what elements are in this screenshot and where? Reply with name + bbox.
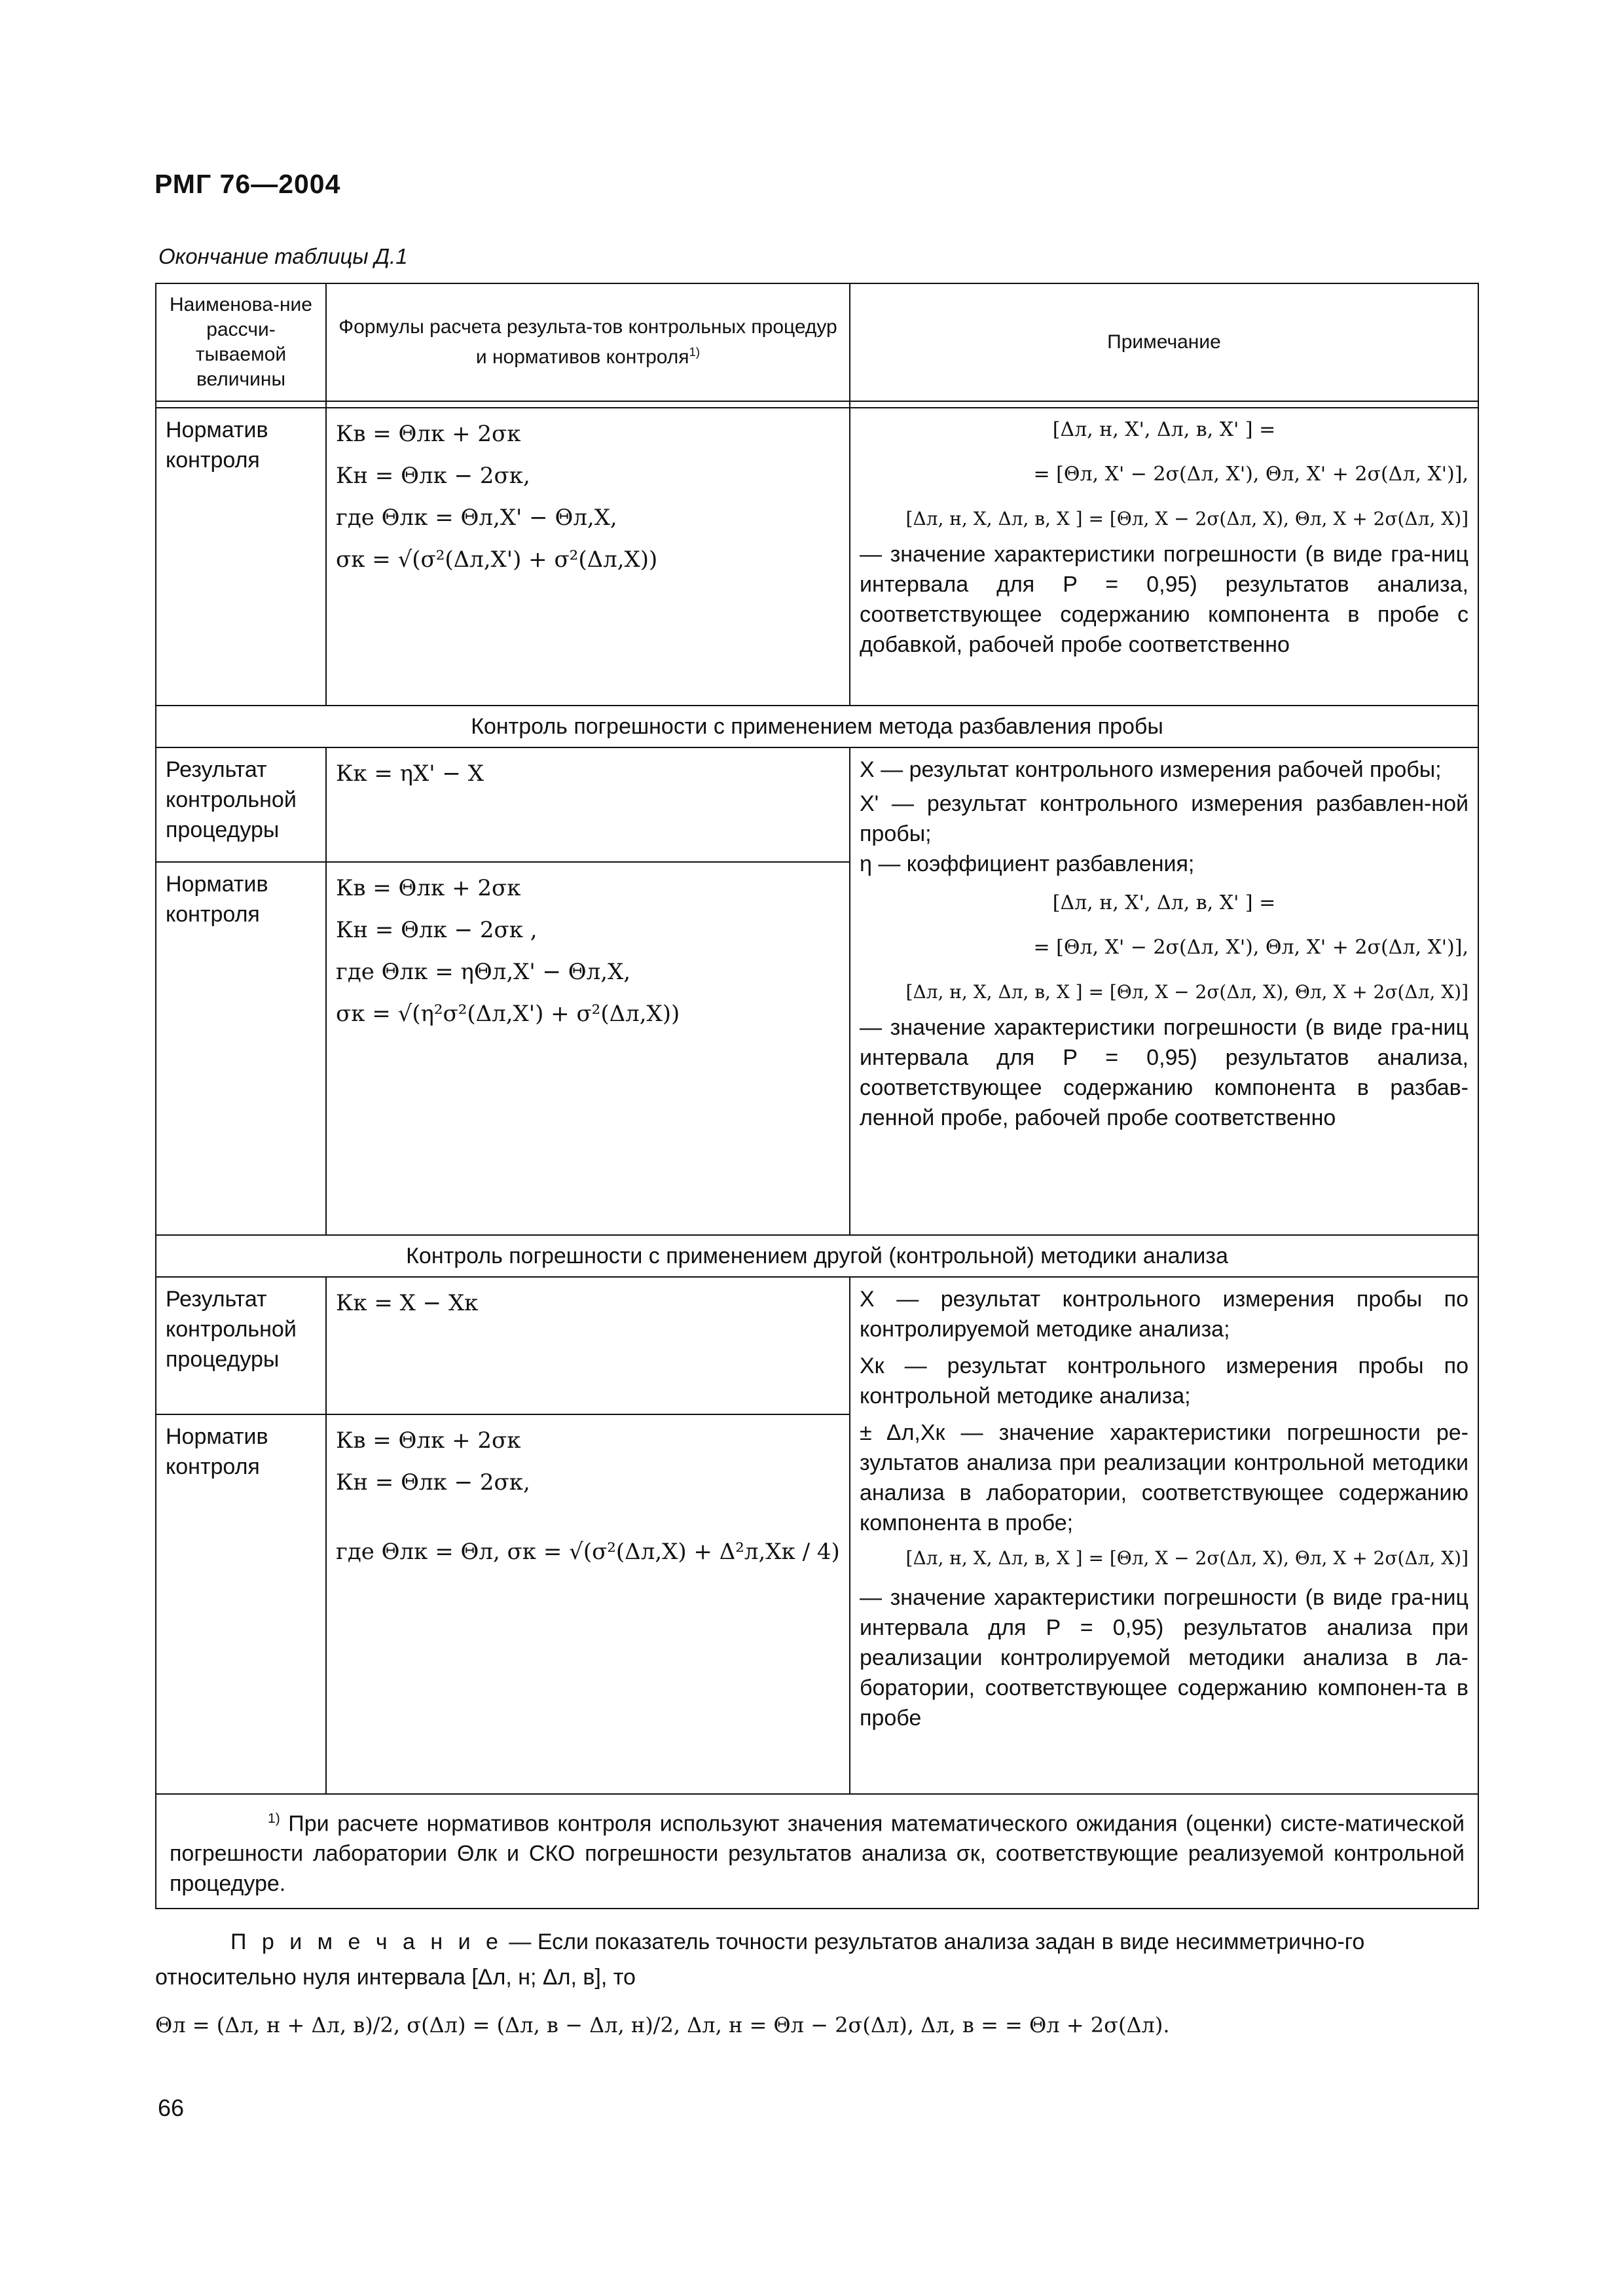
col-header-footnote-mark: 1): [689, 345, 701, 359]
formula-theta: где Θлк = ηΘл,X' − Θл,X,: [336, 959, 631, 985]
note-item: Xк — результат контрольного измерения пробы по контрольной методике анализа;: [860, 1354, 1468, 1408]
formula-kk: Кк = ηX' − X: [336, 761, 484, 787]
table-header-row: [156, 283, 1478, 401]
section-title-row: [156, 706, 1478, 747]
note-item: X — результат контрольного измерения рабочей пробы;: [860, 757, 1442, 782]
formula-kn: Кн = Θлк − 2σк ,: [336, 917, 538, 943]
formula-kv: Кв = Θлк + 2σк: [336, 421, 521, 447]
footnote-mark: 1): [268, 1811, 280, 1826]
row-formulas: [326, 408, 850, 706]
formula-theta: где Θлк = Θл,X' − Θл,X,: [336, 505, 617, 531]
note-formula: = [Θл, X' − 2σ(Δл, X'), Θл, X' + 2σ(Δл, X')],: [1033, 936, 1468, 959]
note-description: — значение характеристики погрешности (в виде гра-ниц интервала для P = 0,95) результатов анализа, соответствующее содержанию компонента в пробе с добавкой, рабочей пробе соответственно: [860, 542, 1468, 657]
row-formulas: [326, 1414, 850, 1794]
row-name: Норматив контроля: [156, 408, 326, 706]
note-formula: [Δл, н, X, Δл, в, X ] = [Θл, X − 2σ(Δл, X), Θл, X + 2σ(Δл, X)]: [905, 508, 1468, 529]
table-row: [156, 1277, 1478, 1414]
formula-theta-sigma: где Θлк = Θл, σк = √(σ²(Δл,X) + Δ²л,Xк / 4): [336, 1539, 840, 1565]
row-note: [850, 408, 1478, 706]
formula-sigma: σк = √(σ²(Δл,X') + σ²(Δл,X)): [336, 547, 658, 573]
note-formula: [Δл, н, X', Δл, в, X' ] =: [1052, 418, 1276, 441]
note-description: — значение характеристики погрешности (в виде гра-ниц интервала для P = 0,95) результатов анализа, соответствующее содержанию компонента в разбав-ленной пробе, рабочей пробе соответственно: [860, 1015, 1468, 1130]
section-title-row: [156, 1235, 1478, 1277]
note-item: ± Δл,Xк — значение характеристики погрешности ре-зультатов анализа при реализации контрольной методики анализа в лаборатории, соответствующее содержанию компонента в пробе;: [860, 1420, 1468, 1535]
table-caption: Окончание таблицы Д.1: [158, 244, 408, 268]
row-formulas: [326, 862, 850, 1235]
header-separator: [156, 401, 1478, 408]
note-formula: [Δл, н, X', Δл, в, X' ] =: [1052, 891, 1276, 914]
section-title: Контроль погрешности с применением другой (контрольной) методики анализа: [156, 1235, 1478, 1277]
table-row: [156, 747, 1478, 862]
bottom-note-text: — Если показатель точности результатов анализа задан в виде несимметрично-го относительно нуля интервала [Δл, н; Δл, в], то: [155, 1929, 1365, 1990]
bottom-note-formulas: Θл = (Δл, н + Δл, в)/2, σ(Δл) = (Δл, в − Δл, н)/2, Δл, н = Θл − 2σ(Δл), Δл, в = = Θл + 2σ(Δл).: [155, 2013, 1170, 2037]
footnote-body: При расчете нормативов контроля используют значения математического ожидания (оценки) систе-матической погрешности лаборатории Θлк и СКО погрешности результатов анализа σк, соответствующие реализуемой контрольной процедуре.: [170, 1811, 1465, 1897]
row-name: Результат контрольной процедуры: [156, 747, 326, 862]
formula-kn: Кн = Θлк − 2σк,: [336, 463, 530, 489]
note-formula: [Δл, н, X, Δл, в, X ] = [Θл, X − 2σ(Δл, X), Θл, X + 2σ(Δл, X)]: [905, 1547, 1468, 1569]
col-header-name: Наименова-ние рассчи-тываемой величины: [156, 283, 326, 401]
page-number: 66: [158, 2094, 185, 2121]
col-header-formulas-text: Формулы расчета результа-тов контрольных процедур и нормативов контроля: [338, 316, 837, 368]
note-description: — значение характеристики погрешности (в виде гра-ниц интервала для P = 0,95) результатов анализа при реализации контролируемой методики анализа в ла-боратории, соответствующее содержанию компонен-та в пробе: [860, 1585, 1468, 1731]
row-name: Результат контрольной процедуры: [156, 1277, 326, 1414]
row-formulas: [326, 747, 850, 862]
formula-kv: Кв = Θлк + 2σк: [336, 1427, 521, 1454]
footnote: [156, 1794, 1478, 1909]
row-note: [850, 1277, 1478, 1794]
note-formula: [Δл, н, X, Δл, в, X ] = [Θл, X − 2σ(Δл, X), Θл, X + 2σ(Δл, X)]: [905, 981, 1468, 1003]
formula-sigma: σк = √(η²σ²(Δл,X') + σ²(Δл,X)): [336, 1001, 680, 1027]
bottom-note: [155, 1924, 1478, 2043]
col-header-formulas: [326, 283, 850, 401]
footnote-text: [170, 1804, 1465, 1899]
main-table: [155, 283, 1479, 1909]
bottom-note-label: П р и м е ч а н и е: [230, 1929, 503, 1954]
formula-kn: Кн = Θлк − 2σк,: [336, 1469, 530, 1496]
formula-kv: Кв = Θлк + 2σк: [336, 875, 521, 901]
formula-kk: Кк = X − Xк: [336, 1290, 479, 1316]
row-formulas: [326, 1277, 850, 1414]
note-item: X — результат контрольного измерения пробы по контролируемой методике анализа;: [860, 1287, 1468, 1342]
col-header-note: Примечание: [850, 283, 1478, 401]
row-note: [850, 747, 1478, 1235]
note-item: η — коэффициент разбавления;: [860, 852, 1195, 876]
row-name: Норматив контроля: [156, 1414, 326, 1794]
document-code: РМГ 76—2004: [155, 169, 341, 199]
footnote-row: [156, 1794, 1478, 1909]
note-formula: = [Θл, X' − 2σ(Δл, X'), Θл, X' + 2σ(Δл, X')],: [1033, 463, 1468, 486]
note-item: X' — результат контрольного измерения разбавлен-ной пробы;: [860, 791, 1468, 846]
table-row: [156, 408, 1478, 706]
section-title: Контроль погрешности с применением метода разбавления пробы: [156, 706, 1478, 747]
row-name: Норматив контроля: [156, 862, 326, 1235]
